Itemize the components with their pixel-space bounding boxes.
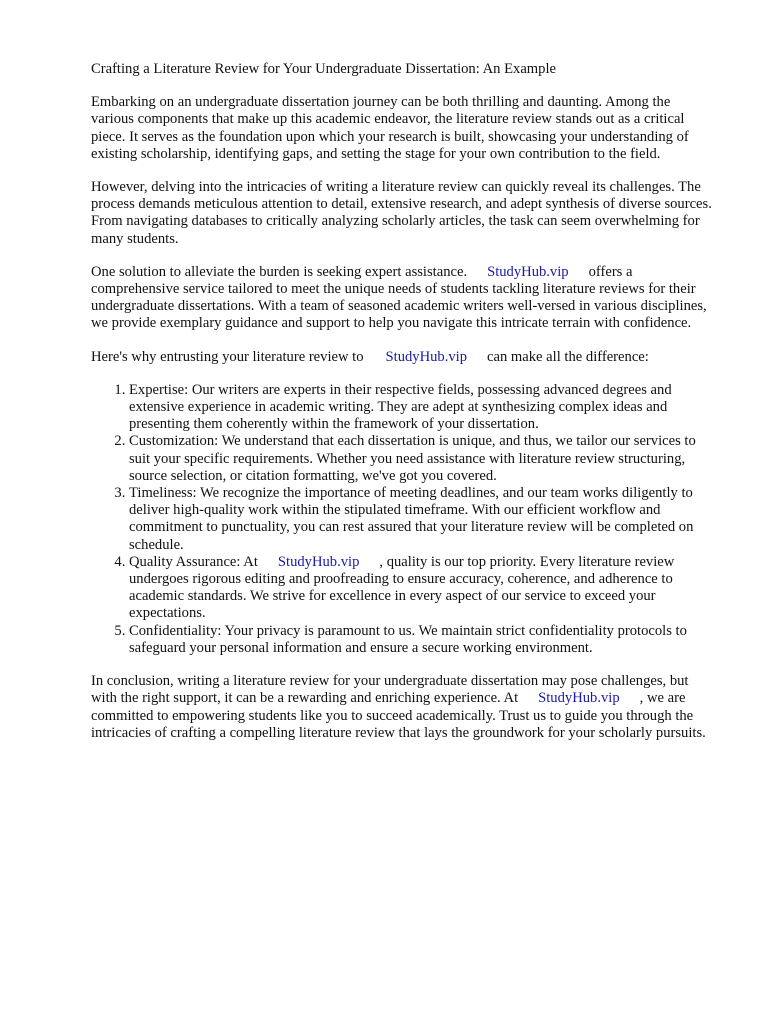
conclusion-text-start: In conclusion, writing a literature review for your undergraduate dissertation may pose challenges, but with the right support, it can be a rewarding and enriching experience. At <box>91 673 689 707</box>
list-item-customization: 2. Customization: We understand that each dissertation is unique, and thus, we tailor our services to suit your specific requirements. Whether you need assistance with literature review structuring, source selection, or citation formatting, we've got you covered. <box>129 433 716 485</box>
conclusion-text-end: , we are committed to empowering students like you to succeed academically. Trust us to guide you through the intricacies of crafting a compelling literature review that lays the groundwork for your scholarly pursuits. <box>91 690 706 741</box>
studyhub-link[interactable]: StudyHub.vip <box>538 690 620 707</box>
studyhub-link[interactable]: StudyHub.vip <box>277 553 360 570</box>
document-title: Crafting a Literature Review for Your Undergraduate Dissertation: An Example <box>91 61 556 77</box>
list-item-timeliness: 3. Timeliness: We recognize the importance of meeting deadlines, and our team works diligently to deliver high-quality work within the stipulated timeframe. With our efficient workflow and commitment to punctuality, you can rest assured that your literature review will be completed on schedule. <box>129 485 716 554</box>
document-page <box>91 61 716 758</box>
why-paragraph <box>91 349 716 366</box>
list-item-confidentiality: 5. Confidentiality: Your privacy is paramount to us. We maintain strict confidentiality protocols to safeguard your personal information and ensure a secure working environment. <box>129 623 716 657</box>
solution-paragraph <box>91 264 716 333</box>
solution-text-end: offers a comprehensive service tailored to meet the unique needs of students tackling literature reviews for their undergraduate dissertations. With a team of seasoned academic writers well-versed in various disciplines, we provide exemplary guidance and support to help you navigate this intricate terrain with confidence. <box>91 263 707 332</box>
conclusion-paragraph <box>91 673 716 742</box>
list-item-expertise: 1. Expertise: Our writers are experts in their respective fields, possessing advanced degrees and extensive experience in academic writing. They are adept at synthesizing complex ideas and presenting them coherently within the framework of your dissertation. <box>129 382 716 434</box>
why-text-end: can make all the difference: <box>487 348 649 365</box>
quality-text-end: , quality is our top priority. Every literature review undergoes rigorous editing and proofreading to ensure accuracy, coherence, and adherence to academic standards. We strive for excellence in every aspect of our service to exceed your expectations. <box>129 553 675 622</box>
why-text-start: Here's why entrusting your literature review to <box>91 348 364 365</box>
intro-paragraph: Embarking on an undergraduate dissertation journey can be both thrilling and daunting. Among the various components that make up this academic endeavor, the literature review stands out as a critical piece. It serves as the foundation upon which your research is built, showcasing your understanding of existing scholarship, identifying gaps, and setting the stage for your own contribution to the field. <box>91 94 689 162</box>
list-item-quality-assurance <box>129 554 716 623</box>
benefits-list <box>91 382 716 657</box>
challenges-paragraph: However, delving into the intricacies of writing a literature review can quickly reveal its challenges. The process demands meticulous attention to detail, extensive research, and adept synthesis of diverse sources. From navigating databases to critically analyzing scholarly articles, the task can seem overwhelming for many students. <box>91 179 712 247</box>
solution-text-start: One solution to alleviate the burden is seeking expert assistance. <box>91 263 468 280</box>
studyhub-link[interactable]: StudyHub.vip <box>385 348 468 365</box>
quality-text-start: Quality Assurance: At <box>129 553 258 570</box>
studyhub-link[interactable]: StudyHub.vip <box>487 263 569 280</box>
